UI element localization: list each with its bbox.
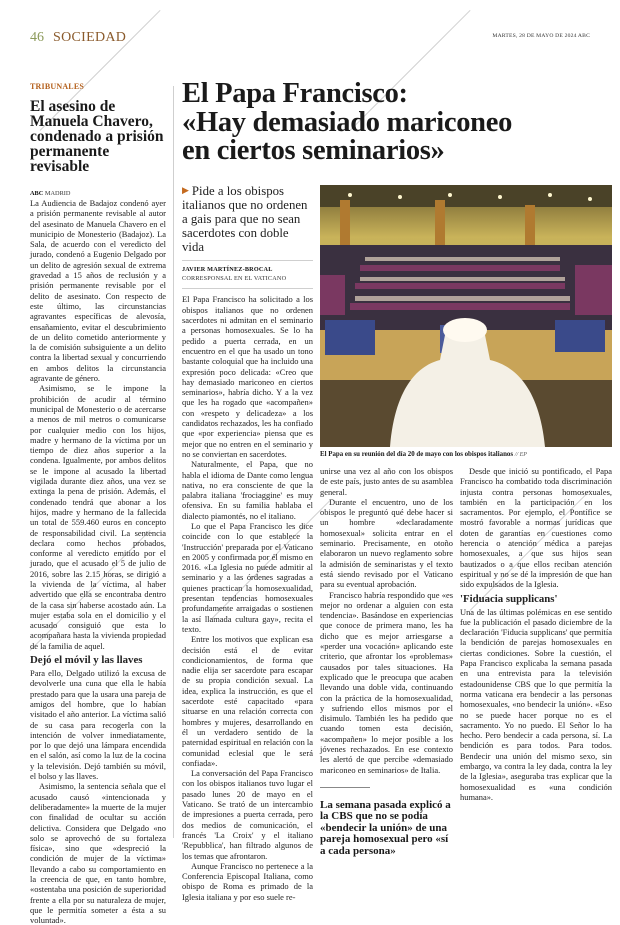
side-story-signature — [30, 190, 166, 198]
paragraph: La Audiencia de Badajoz condenó ayer a prisión permanente revisable al autor del asesinato de Manuela Chavero en el municipio de Monesterio (Badajoz). La Sala, de acuerdo con el veredicto del jurado, condenó a Eugenio Delgado por un delito de agresión sexual de extrema gravedad a 15 años de reclusión y a prisión permanente revisable por el delito de asesinato. Con respecto de este último, las circunstancias agravantes específicas de alevosía, ensañamiento, evitar el descubrimiento de un delito cometido anteriormente y la de comisión subsiguiente a un delito contra la libertad sexual y concurriendo en ambos delitos la circunstancia agravante de género. — [30, 198, 166, 384]
paragraph: Asimismo, la sentencia señala que el acusado causó «intencionada y deliberadamente» la muerte de la mujer con finalidad de ocultar su acción delictiva. Considera que Delgado «no solo se aprovechó de su fortaleza física», sino que «despreció la condición de mujer de la víctima» llevando a cabo su comportamiento en la creencia de que, en tanto hombre, «ostentaba una posición de superioridad frente a ella por su naturaleza de mujer, que le permitía someter a ésta a su voluntad». — [30, 781, 166, 925]
signature-place: MADRID — [44, 190, 71, 197]
page-number: 46 — [30, 30, 44, 45]
side-story-body — [30, 198, 166, 925]
paragraph: La conversación del Papa Francisco con los obispos italianos tuvo lugar el pasado lunes 20 de mayo en el Vaticano. Se trató de un intercambio de impresiones a puerta cerrada, pero dos medios de comunicación, el francés 'La Croix' y el italiano 'Repubblica', han filtrado algunos de los temas que afrontaron. — [182, 768, 313, 861]
deck — [182, 183, 313, 254]
paragraph: Lo que el Papa Francisco les dice coincide con lo que establece la 'Instrucción' preparada por el Vaticano en 2005 y confirmada por él mismo en 2016. «La Iglesia no puede admitir al seminario y a las órdenes sagradas a quienes practican la homosexualidad, presentan tendencias homosexuales profundamente arraigadas o sostienen la así llamada cultura gay», recita el texto. — [182, 521, 313, 634]
paragraph: El Papa Francisco ha solicitado a los obispos italianos que no ordenen sacerdotes ni admitan en el seminario a personas homosexuales. Se lo ha pedido a puerta cerrada, en un encuentro en el que ha usado un tono bastante coloquial que ha incluido una expresión poco delicada: «Creo que hay demasiado mariconeo en ciertos seminarios», habría dicho. Y a la vez que les ha rogado que «acompañen» con «respeto y delicadeza» a los candidatos rechazados, les ha confiado que «por experiencia» piensa que es mejor que no entren en el seminario y no se conviertan en sacerdotes. — [182, 294, 313, 459]
deck-text: Pide a los obispos italianos que no ordenen a gais para que no sean sacerdotes con doble vida — [182, 184, 308, 255]
byline-author: JAVIER MARTÍNEZ-BROCAL — [182, 266, 273, 274]
paragraph: unirse una vez al año con los obispos de este país, justo antes de su asamblea general. — [320, 466, 453, 497]
main-column-4 — [460, 466, 612, 802]
paragraph: Francisco habría respondido que «es mejor no ordenar a alguien con esta tendencia». Basándose en experiencias que conoce de primera mano, les ha dicho que es mejor arriesgarse a «perder una vocación» aplicando este criterio, que afrontar los «problemas» causados por tales situaciones. Ha explicado que le preocupa que acaben llevando una doble vida, continuando con la práctica de la homosexualidad, y sufriendo ellos mismos por el disimulo. También les ha pedido que cuando tomen esta decisión, «acompañen» lo mejor posible a los jóvenes rechazados. En ese contexto les alertó de que percibe «demasiado mariconeo en seminarios» de Italia. — [320, 589, 453, 775]
side-story-kicker: TRIBUNALES — [30, 82, 85, 91]
caption-text: El Papa en su reunión del día 20 de mayo con los obispos italianos — [320, 451, 514, 458]
photo-credit: // EP — [514, 452, 527, 458]
headline-line: «Hay demasiado mariconeo — [182, 106, 513, 138]
paragraph: Naturalmente, el Papa, que no habla el idioma de Dante como lengua nativa, no era consciente de que la palabra italiana 'frociaggine' es muy ofensiva. En su familia hablaba el dialecto piamontés, no el italiano. — [182, 459, 313, 521]
divider — [182, 288, 313, 289]
signature-brand: ABC — [30, 190, 44, 197]
triangle-marker-icon: ▶ — [182, 185, 189, 195]
paragraph: Desde que inició su pontificado, el Papa Francisco ha combatido toda discriminación injusta contra personas homosexuales, también en la participación en los sacramentos. Por ejemplo, el Pontífice se mostró favorable a normas jurídicas que doten de garantías en cuestiones como herencia o atención médica a parejas homosexuales, a que sus hijos sean bautizados o a que ellos reciban atención espiritual y no se dé la impresión de que han sido expulsados de la Iglesia. — [460, 466, 612, 590]
main-column-2 — [182, 294, 313, 902]
pull-quote: La semana pasada explicó a la CBS que no se podía «bendecir la unión» de una pareja homosexual pero «sí a cada persona» — [320, 798, 451, 857]
main-column-3-flow — [320, 466, 453, 857]
paragraph: Una de las últimas polémicas en ese sentido fue la publicación el pasado diciembre de la declaración 'Fiducia supplicans' que permitía la bendición de parejas homosexuales en ciertas condiciones. Sobre la cuestión, el Papa Francisco explicaba la semana pasada en una entrevista para la televisión estadounidense CBS que lo que permitía la norma vaticana era bendecir a las personas homosexuales, «no bendecir la unión». «Eso no se puede hacer porque no es el sacramento. Yo no puedo. El Señor lo ha hecho. Pero bendecir a cada persona, sí. La bendición es para todos. Para todos. Bendecir una unión del mismo sexo, sin embargo, va contra la ley dada, contra la ley de la Iglesia», aseguraba tras explicar que la homosexualidad es «una condición humana». — [460, 606, 612, 802]
column-subhead: 'Fiduacia supplicans' — [460, 592, 558, 605]
paragraph: Asimismo, se le impone la prohibición de acudir al término municipal de Monesterio o de acercarse a menos de mil metros o comunicarse por cualquier medio con los hijos, madre y hermano de la víctima por un tiempo de diez años superior a la condena. Igualmente, por ambos delitos se le impone al acusado la libertad vigilada durante diez años, una vez se extinga la pena de prisión. Además, el condenado tendrá que abonar a los hijos, madre y hermano de la fallecida un total de 559.460 euros en concepto de responsabilidad civil. La sentencia declara como hechos probados, conforme al veredicto emitido por el jurado, que el acusado el 5 de julio de 2016, sobre las 2.15 horas, se dirigió a la vivienda de la víctima, al haber advertido que ella se encontraba dentro de la casa sin haberse acostado aún. La mujer estaba sola en el domicilio y el acusado consiguió que esta lo acompañara hasta la vivienda propiedad de la familia de aquel. — [30, 383, 166, 651]
divider — [320, 787, 370, 788]
photo-caption — [320, 450, 615, 460]
byline-role: CORRESPONSAL EN EL VATICANO — [182, 274, 287, 282]
divider — [182, 260, 313, 261]
section-title: SOCIEDAD — [53, 30, 127, 45]
main-headline — [182, 80, 602, 166]
main-column-2-flow — [182, 183, 313, 902]
paragraph: Entre los motivos que explican esa decisión está el de evitar condicionamientos, de forma que nadie elija ser sacerdote para escapar de su propia condición sexual. La idea, explica la instrucción, es que el sacerdote esté capacitado «para situarse en una relación correcta con hombres y mujeres, desarrollando en él un verdadero sentido de la paternidad espiritual en relación con la comunidad eclesial que le será confiada». — [182, 634, 313, 768]
headline-line: El Papa Francisco: — [182, 78, 408, 109]
paragraph: Para ello, Delgado utilizó la excusa de devolverle una cuna que ella le había prestado para que la usara una pareja de amigos del hombre, que lo habían visitado el año anterior. La víctima salió de su casa para recogerla con la intención de volver inmediatamente, por lo que dejó una lámpara encendida en el salón, así como la luz de la cocina y la televisión. Dejó también su móvil, el bolso y las llaves. — [30, 668, 166, 782]
side-story-subhead: Dejó el móvil y las llaves — [30, 654, 143, 667]
pope-meeting-photo — [320, 185, 612, 447]
paragraph: Aunque Francisco no pertenece a la Conferencia Episcopal Italiana, como obispo de Roma es primado de la Iglesia italiana y por eso suele re- — [182, 860, 313, 902]
side-story — [30, 82, 166, 925]
paragraph: Durante el encuentro, uno de los obispos le preguntó qué debe hacer si un hombre «declaradamente homosexual» solicita entrar en el seminario. Precisamente, en otoño elaboraron un nuevo reglamento sobre la admisión de seminaristas y el texto está siendo revisado por el Vaticano para su eventual aprobación. — [320, 496, 453, 590]
side-story-headline: El asesino de Manuela Chavero, condenado a prisión permanente revisable — [30, 98, 164, 175]
headline-line: en ciertos seminarios» — [182, 135, 445, 166]
byline — [182, 266, 313, 283]
news-photo — [320, 185, 612, 447]
column-divider — [173, 86, 174, 838]
dateline: MARTES, 28 DE MAYO DE 2024 ABC — [492, 33, 590, 39]
main-column-3 — [320, 466, 453, 775]
